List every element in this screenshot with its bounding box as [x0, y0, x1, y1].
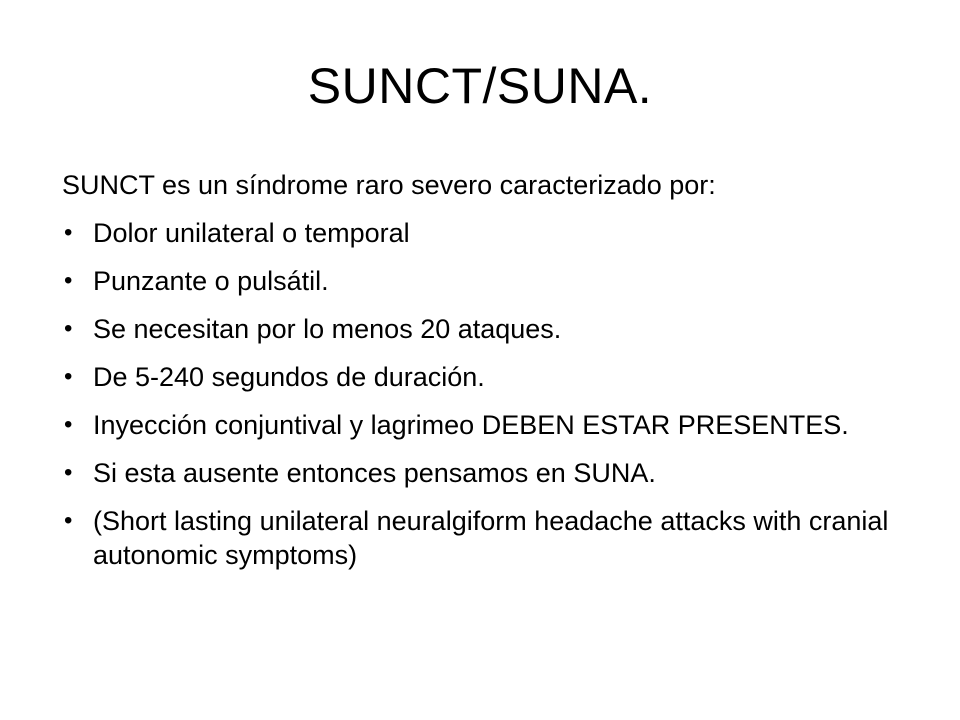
- bullet-text: Punzante o pulsátil.: [93, 266, 329, 296]
- slide-title: SUNCT/SUNA.: [307, 58, 653, 114]
- bullet-item: [62, 360, 902, 394]
- bullet-icon: •: [64, 219, 73, 246]
- bullet-icon: •: [64, 459, 73, 486]
- bullet-icon: •: [64, 507, 73, 534]
- intro-text: SUNCT es un síndrome raro severo caracterizado por:: [62, 170, 716, 200]
- bullet-item: [62, 408, 902, 442]
- bullet-text: Si esta ausente entonces pensamos en SUNA.: [93, 458, 656, 488]
- bullet-text: (Short lasting unilateral neuralgiform headache attacks with cranial autonomic symptoms): [93, 506, 889, 570]
- bullet-item: [62, 216, 902, 250]
- slide-body: [62, 168, 902, 586]
- bullet-item: [62, 504, 902, 572]
- bullet-text: De 5-240 segundos de duración.: [93, 362, 485, 392]
- bullet-text: Se necesitan por lo menos 20 ataques.: [93, 314, 562, 344]
- bullet-icon: •: [64, 267, 73, 294]
- bullet-icon: •: [64, 363, 73, 390]
- bullet-icon: •: [64, 315, 73, 342]
- bullet-item: [62, 456, 902, 490]
- bullet-list: [62, 216, 902, 572]
- bullet-item: [62, 264, 902, 298]
- bullet-item: [62, 312, 902, 346]
- bullet-text: Dolor unilateral o temporal: [93, 218, 410, 248]
- bullet-text: Inyección conjuntival y lagrimeo DEBEN ESTAR PRESENTES.: [93, 410, 849, 440]
- bullet-icon: •: [64, 411, 73, 438]
